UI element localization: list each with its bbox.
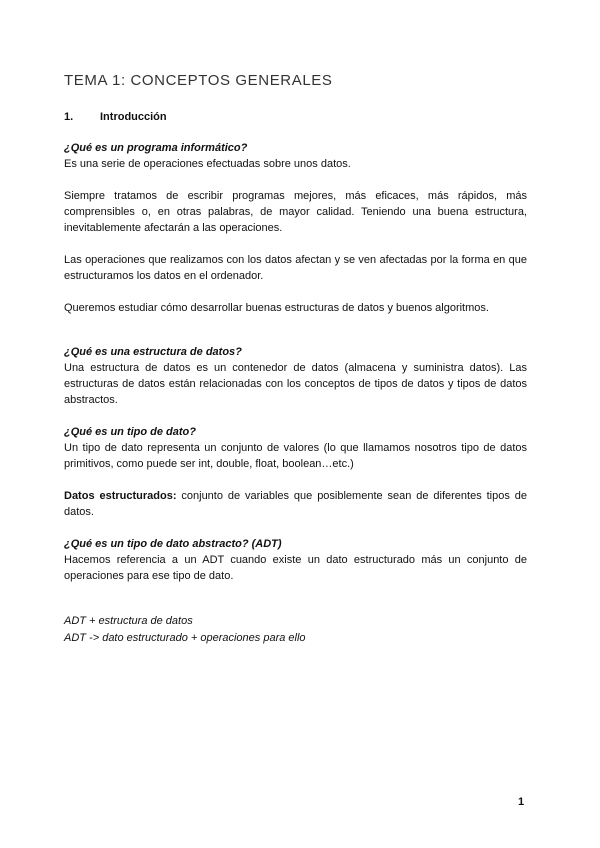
question-programa: ¿Qué es un programa informático? [64, 142, 248, 154]
section-heading [64, 111, 167, 123]
paragraph-adt: Hacemos referencia a un ADT cuando existe un dato estructurado más un conjunto de operaciones para ese tipo de dato. [64, 554, 527, 582]
question-estructura: ¿Qué es una estructura de datos? [64, 346, 242, 358]
paragraph-objetivo: Queremos estudiar cómo desarrollar buenas estructuras de datos y buenos algoritmos. [64, 302, 489, 314]
paragraph-tipo-dato: Un tipo de dato representa un conjunto de valores (lo que llamamos nosotros tipo de datos primitivos, como puede ser int, double, float, boolean…etc.) [64, 442, 527, 470]
paragraph-operaciones: Las operaciones que realizamos con los datos afectan y se ven afectadas por la forma en que estructuramos los datos en el ordenador. [64, 254, 527, 282]
question-tipo-dato: ¿Qué es un tipo de dato? [64, 426, 196, 438]
section-number: 1. [64, 111, 74, 123]
datos-estructurados-text: conjunto de variables que posiblemente sean de diferentes tipos de datos. [64, 490, 527, 518]
paragraph-estructura: Una estructura de datos es un contenedor de datos (almacena y suministra datos). Las estructuras de datos están relacionadas con los conceptos de tipos de datos y tipos de datos abstractos. [64, 362, 527, 406]
paragraph-definicion-programa: Es una serie de operaciones efectuadas sobre unos datos. [64, 158, 351, 170]
formula-adt-1: ADT + estructura de datos [64, 615, 193, 627]
question-adt: ¿Qué es un tipo de dato abstracto? (ADT) [64, 538, 282, 550]
page-title: TEMA 1: CONCEPTOS GENERALES [64, 72, 333, 89]
paragraph-datos-estructurados [64, 488, 527, 520]
paragraph-programas-mejores: Siempre tratamos de escribir programas mejores, más eficaces, más rápidos, más comprensibles o, en otras palabras, de mayor calidad. Teniendo una buena estructura, inevitablemente afectarán a las operaciones. [64, 190, 527, 234]
datos-estructurados-label: Datos estructurados: [64, 490, 177, 502]
page-number: 1 [518, 796, 525, 808]
formula-adt-2: ADT -> dato estructurado + operaciones para ello [64, 632, 306, 644]
section-label: Introducción [100, 111, 167, 123]
